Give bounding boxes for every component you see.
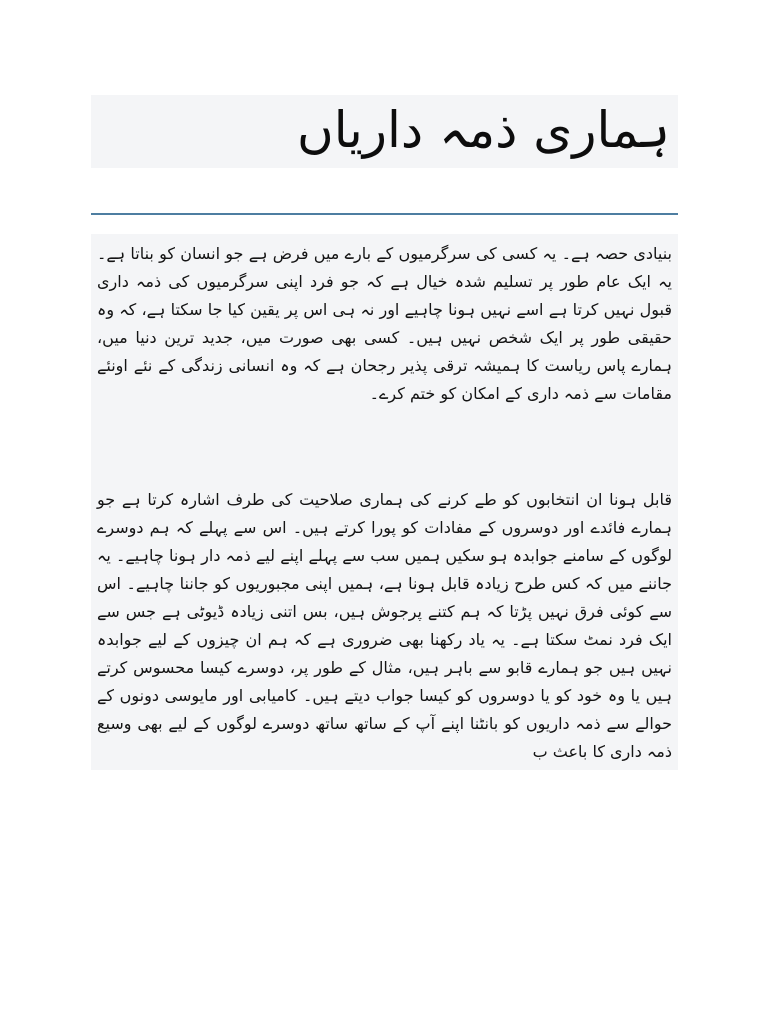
page-title: ہماری ذمہ داریاں bbox=[296, 101, 670, 159]
title-banner bbox=[91, 95, 678, 168]
paragraph-1: بنیادی حصہ ہے۔ یہ کسی کی سرگرمیوں کے بارے میں فرض ہے جو انسان کو بناتا ہے۔ یہ ایک عام طور پر تسلیم شدہ خیال ہے کہ جو فرد اپنی سرگرمیوں کی ذمہ داری قبول نہیں کرتا ہے اسے نہیں ہونا چاہیے اور نہ ہی اس پر یقین کیا جا سکتا ہے، کہ وہ حقیقی طور پر ایک شخص نہیں ہیں۔ کسی بھی صورت میں، جدید ترین دنیا میں، ہمارے پاس ریاست کا ہمیشہ ترقی پذیر رجحان ہے کہ وہ انسانی زندگی کے نئے اونئے مقامات سے ذمہ داری کے امکان کو ختم کرے۔ bbox=[97, 244, 672, 403]
article-body bbox=[91, 234, 678, 770]
title-divider bbox=[91, 213, 678, 215]
paragraph-2: قابل ہونا ان انتخابوں کو طے کرنے کی ہماری صلاحیت کی طرف اشارہ کرتا ہے جو ہمارے فائدے اور دوسروں کے مفادات کو پورا کرتے ہیں۔ اس سے پہلے کہ ہم دوسرے لوگوں کے سامنے جوابدہ ہو سکیں ہمیں سب سے پہلے اپنے لیے ذمہ دار ہونا چاہیے۔ یہ جاننے میں کہ کس طرح زیادہ قابل ہونا ہے، ہمیں اپنی مجبوریوں کو جاننا چاہیے۔ اس سے کوئی فرق نہیں پڑتا کہ ہم کتنے پرجوش ہیں، بس اتنی زیادہ ڈیوٹی ہے جس سے ایک فرد نمٹ سکتا ہے۔ یہ یاد رکھنا بھی ضروری ہے کہ ہم ان چیزوں کے لیے جوابدہ نہیں ہیں جو ہمارے قابو سے باہر ہیں، مثال کے طور پر، دوسرے کیسا محسوس کرتے ہیں یا وہ خود کو یا دوسروں کو کیسا جواب دیتے ہیں۔ کامیابی اور مایوسی دونوں کے حوالے سے ذمہ داریوں کو بانٹنا اپنے آپ کے ساتھ ساتھ دوسرے لوگوں کے لیے بھی وسیع ذمہ داری کا باعث ب bbox=[97, 490, 672, 761]
